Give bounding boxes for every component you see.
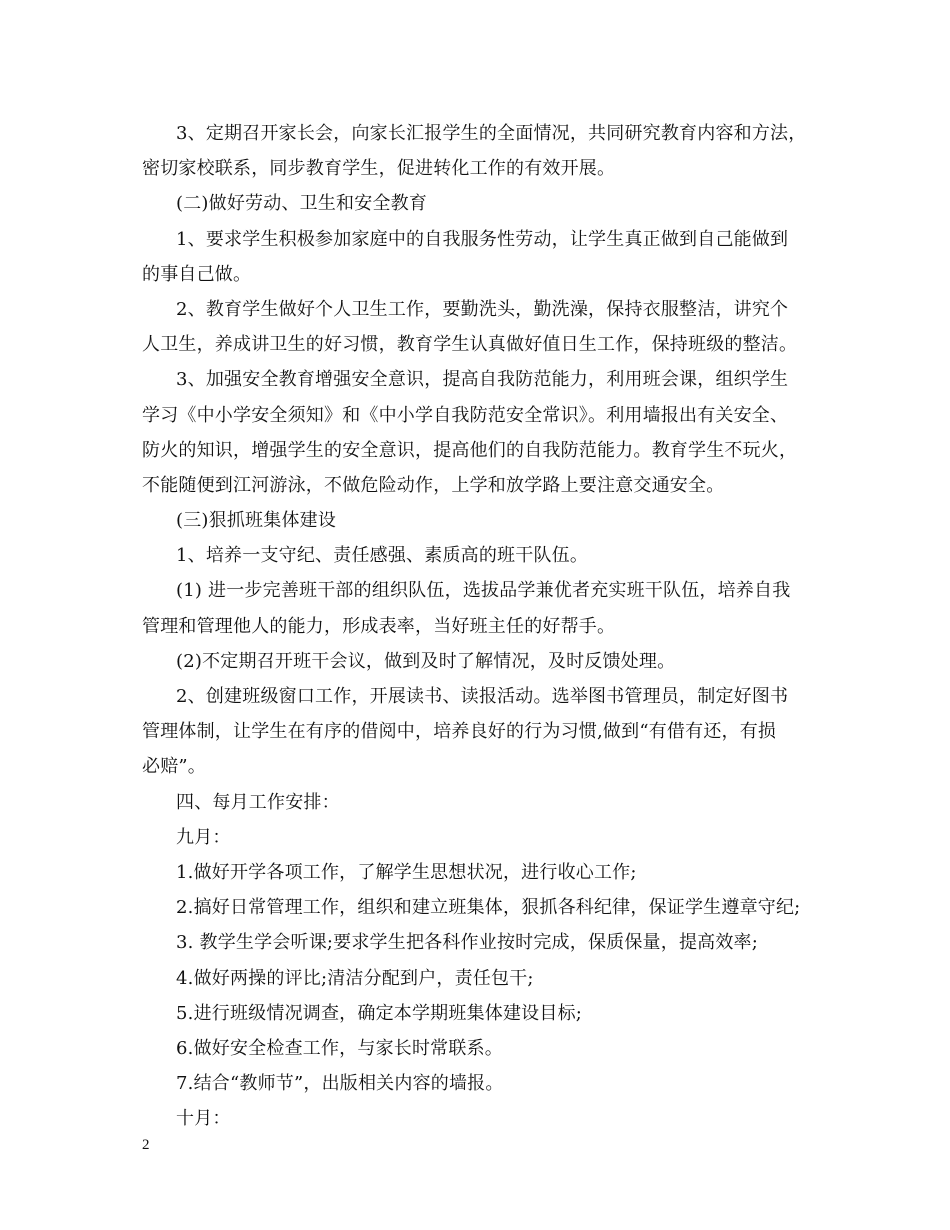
paragraph-line: 管理体制，让学生在有序的借阅中，培养良好的行为习惯,做到“有借有还，有损 [142,721,777,743]
section-heading: (二)做好劳动、卫生和安全教育 [176,193,428,215]
list-item: 5.进行班级情况调查，确定本学期班集体建设目标; [176,1002,583,1024]
paragraph-line: 3、定期召开家长会，向家长汇报学生的全面情况，共同研究教育内容和方法， [176,123,807,144]
paragraph-line: 不能随便到江河游泳，不做危险动作，上学和放学路上要注意交通安全。 [142,474,725,496]
page-number: 2 [142,1137,150,1153]
paragraph-line: 人卫生，养成讲卫生的好习惯，教育学生认真做好值日生工作，保持班级的整洁。 [142,334,798,356]
paragraph-line: 1、培养一支守纪、责任感强、素质高的班干队伍。 [176,545,589,567]
document-body [142,116,842,1136]
list-item: 3. 教学生学会听课;要求学生把各科作业按时完成，保质保量，提高效率; [176,932,759,954]
section-heading: 四、每月工作安排： [176,791,340,813]
paragraph-line: 1、要求学生积极参加家庭中的自我服务性劳动，让学生真正做到自己能做到 [176,228,789,250]
month-heading: 十月： [176,1108,231,1130]
paragraph-line: 管理和管理他人的能力，形成表率，当好班主任的好帮手。 [142,615,616,637]
paragraph-line: 3、加强安全教育增强安全意识，提高自我防范能力，利用班会课，组织学生 [176,369,789,391]
paragraph-line: (2)不定期召开班干会议，做到及时了解情况，及时反馈处理。 [176,650,676,672]
list-item: 4.做好两操的评比;清洁分配到户，责任包干; [176,967,534,989]
list-item: 7.结合“教师节”，出版相关内容的墙报。 [176,1073,504,1095]
paragraph-line: 学习《中小学安全须知》和《中小学自我防范安全常识》。利用墙报出有关安全、 [142,404,789,426]
list-item: 2.搞好日常管理工作，组织和建立班集体，狠抓各科纪律，保证学生遵章守纪; [176,897,801,919]
list-item: 6.做好安全检查工作，与家长时常联系。 [176,1037,503,1059]
month-heading: 九月： [176,826,231,848]
paragraph-line: 防火的知识，增强学生的安全意识，提高他们的自我防范能力。教育学生不玩火， [142,439,798,461]
paragraph-line: 2、教育学生做好个人卫生工作，要勤洗头，勤洗澡，保持衣服整洁，讲究个 [176,298,789,320]
paragraph-line: 2、创建班级窗口工作，开展读书、读报活动。选举图书管理员，制定好图书 [176,686,789,707]
paragraph-line: 的事自己做。 [142,263,252,285]
paragraph-line: (1) 进一步完善班干部的组织队伍，选拔品学兼优者充实班干队伍，培养自我 [176,580,791,602]
paragraph-line: 密切家校联系，同步教育学生，促进转化工作的有效开展。 [142,158,616,180]
list-item: 1.做好开学各项工作，了解学生思想状况，进行收心工作; [176,861,637,883]
paragraph-line: 必赔”。 [142,756,207,778]
section-heading: (三)狠抓班集体建设 [176,510,337,532]
